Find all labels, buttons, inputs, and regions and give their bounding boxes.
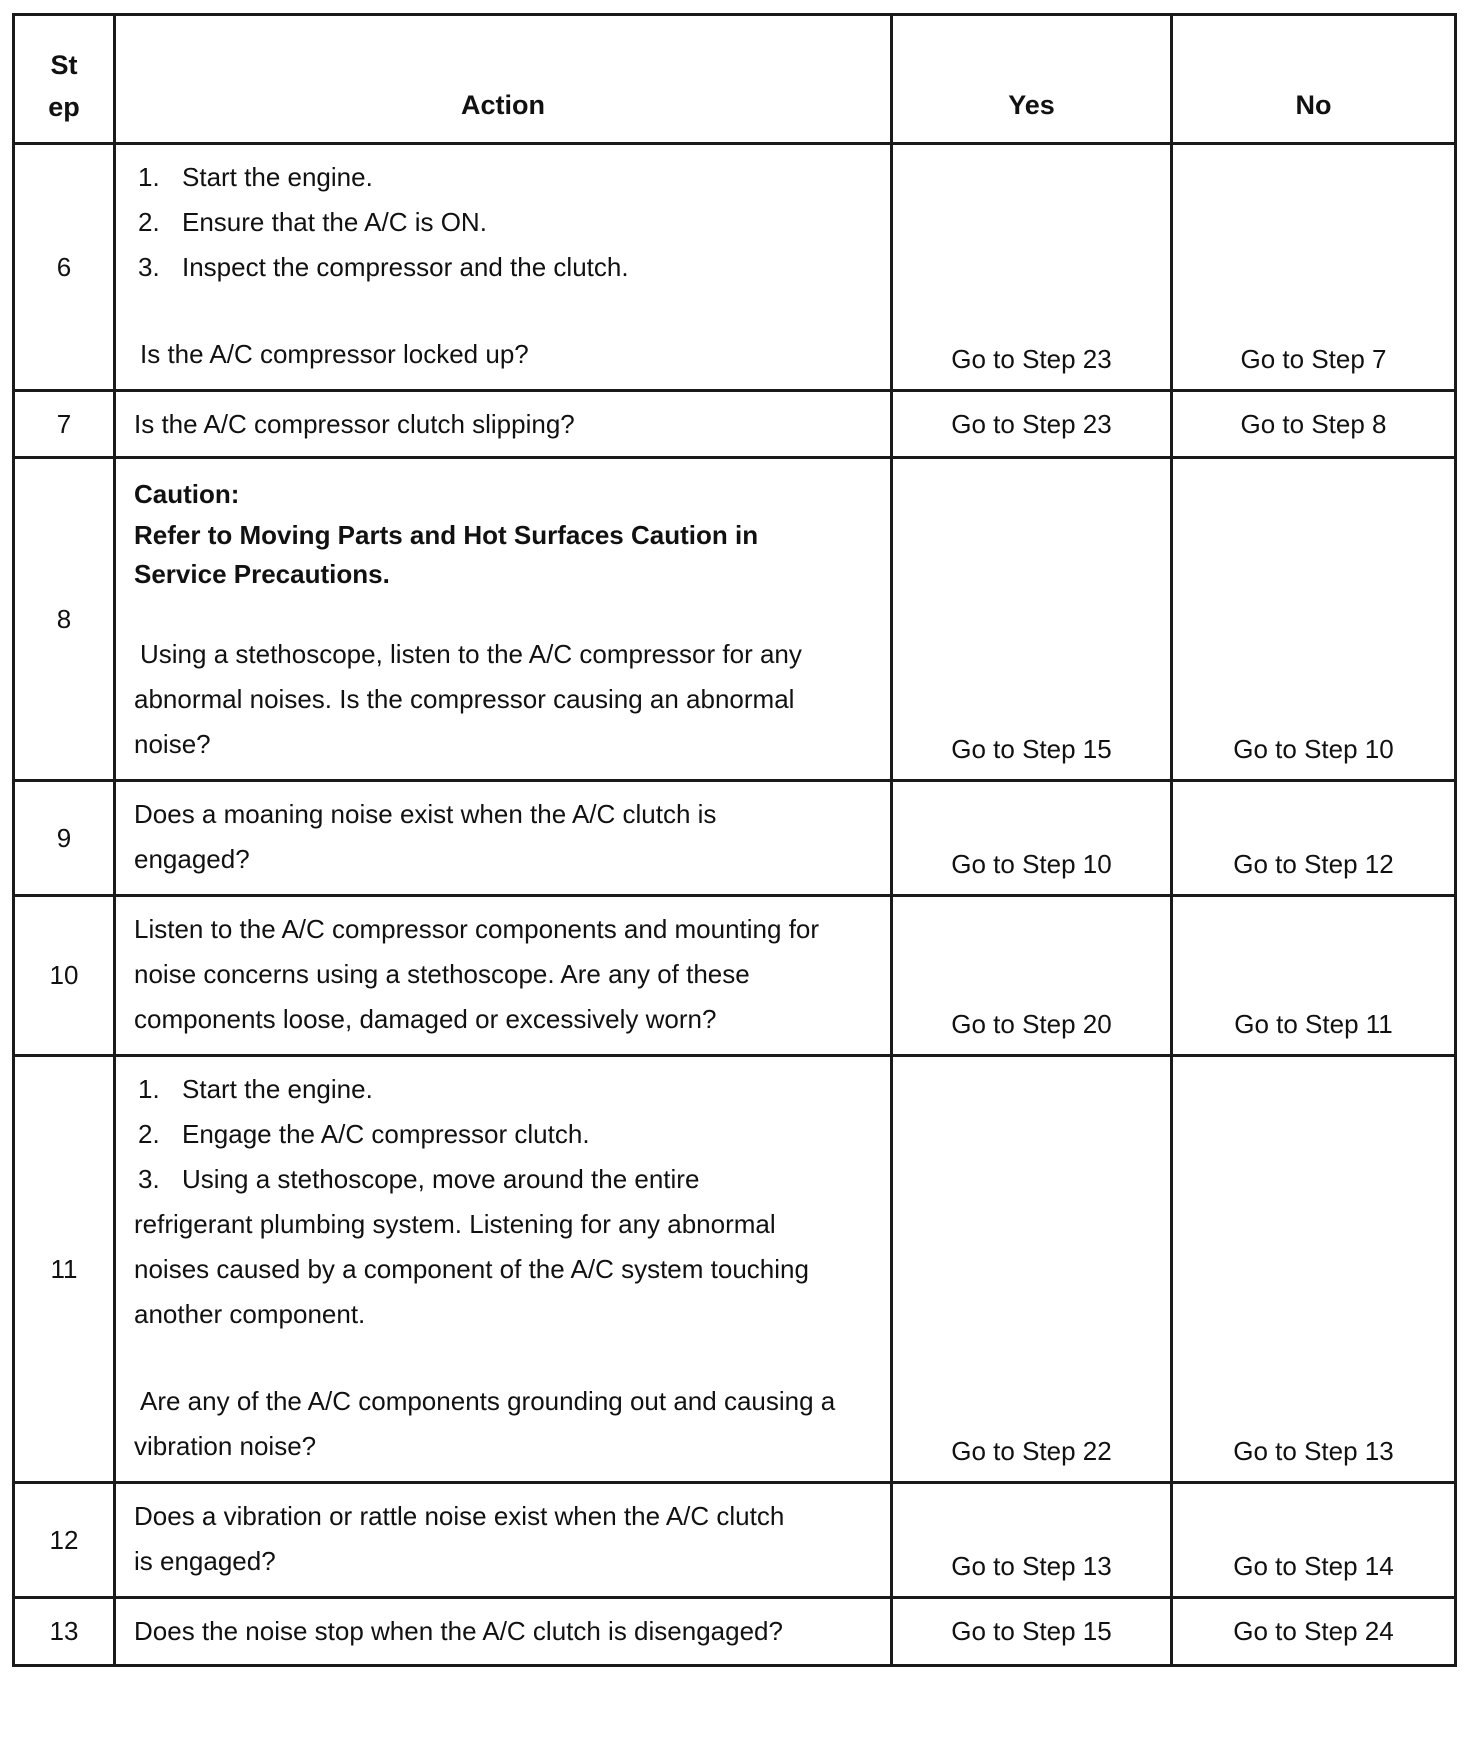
no-outcome: Go to Step 14	[1172, 1483, 1456, 1598]
yes-outcome: Go to Step 20	[892, 896, 1172, 1056]
table-row	[14, 1483, 1456, 1598]
table-row	[14, 144, 1456, 391]
table-row	[14, 1056, 1456, 1483]
question-text: Is the A/C compressor locked up?	[140, 339, 529, 369]
item-text: Using a stethoscope, move around the entire	[182, 1164, 700, 1194]
table-row	[14, 458, 1456, 781]
numbered-item	[134, 200, 872, 245]
numbered-item	[134, 1067, 850, 1112]
no-outcome: Go to Step 11	[1172, 896, 1456, 1056]
action-cell	[115, 144, 892, 391]
diagnostic-table	[12, 13, 1457, 1667]
step-number: 11	[14, 1056, 115, 1483]
item-text: Start the engine.	[182, 1074, 373, 1104]
question-text: Listen to the A/C compressor components and mounting for noise concerns using a stethoscope. Are any of these components loose, damaged or excessively worn?	[115, 896, 892, 1056]
header-step	[14, 15, 115, 144]
header-no: No	[1172, 15, 1456, 144]
numbered-item	[134, 1157, 850, 1202]
table-row	[14, 781, 1456, 896]
item-number: 3.	[138, 1164, 160, 1194]
item-number: 1.	[138, 1074, 160, 1104]
question-text: Does the noise stop when the A/C clutch is disengaged?	[115, 1598, 892, 1666]
yes-outcome: Go to Step 23	[892, 144, 1172, 391]
numbered-item	[134, 245, 872, 290]
item-continuation: refrigerant plumbing system. Listening for any abnormal noises caused by a component of the A/C system touching another component.	[134, 1209, 809, 1329]
step-number: 12	[14, 1483, 115, 1598]
question-text: Are any of the A/C components grounding out and causing a vibration noise?	[134, 1386, 836, 1461]
header-action: Action	[115, 15, 892, 144]
step-number: 7	[14, 391, 115, 458]
yes-outcome: Go to Step 15	[892, 458, 1172, 781]
yes-outcome: Go to Step 13	[892, 1483, 1172, 1598]
question-text: Does a vibration or rattle noise exist when the A/C clutch is engaged?	[115, 1483, 892, 1598]
question-text: Using a stethoscope, listen to the A/C compressor for any abnormal noises. Is the compressor causing an abnormal noise?	[134, 639, 802, 759]
no-outcome: Go to Step 7	[1172, 144, 1456, 391]
yes-outcome: Go to Step 10	[892, 781, 1172, 896]
yes-outcome: Go to Step 22	[892, 1056, 1172, 1483]
step-number: 9	[14, 781, 115, 896]
item-number: 2.	[138, 1119, 160, 1149]
yes-outcome: Go to Step 23	[892, 391, 1172, 458]
header-step-line1: St	[50, 50, 78, 80]
no-outcome: Go to Step 10	[1172, 458, 1456, 781]
action-cell	[115, 458, 892, 781]
no-outcome: Go to Step 12	[1172, 781, 1456, 896]
numbered-item	[134, 155, 872, 200]
action-cell	[115, 1056, 892, 1483]
item-text: Inspect the compressor and the clutch.	[182, 252, 629, 282]
question-text: Is the A/C compressor clutch slipping?	[115, 391, 892, 458]
header-yes: Yes	[892, 15, 1172, 144]
step-number: 8	[14, 458, 115, 781]
item-text: Start the engine.	[182, 162, 373, 192]
numbered-item	[134, 1112, 850, 1157]
item-number: 2.	[138, 207, 160, 237]
caution-text: Refer to Moving Parts and Hot Surfaces Caution in Service Precautions.	[134, 520, 759, 589]
step-number: 6	[14, 144, 115, 391]
caution-title: Caution:	[134, 479, 240, 509]
table-row	[14, 1598, 1456, 1666]
no-outcome: Go to Step 8	[1172, 391, 1456, 458]
table-row	[14, 391, 1456, 458]
no-outcome: Go to Step 13	[1172, 1056, 1456, 1483]
step-number: 10	[14, 896, 115, 1056]
item-number: 1.	[138, 162, 160, 192]
question-text: Does a moaning noise exist when the A/C clutch is engaged?	[115, 781, 892, 896]
header-step-line2: ep	[48, 92, 80, 122]
item-text: Ensure that the A/C is ON.	[182, 207, 487, 237]
step-number: 13	[14, 1598, 115, 1666]
item-number: 3.	[138, 252, 160, 282]
yes-outcome: Go to Step 15	[892, 1598, 1172, 1666]
header-row	[14, 15, 1456, 144]
no-outcome: Go to Step 24	[1172, 1598, 1456, 1666]
item-text: Engage the A/C compressor clutch.	[182, 1119, 590, 1149]
table-row	[14, 896, 1456, 1056]
